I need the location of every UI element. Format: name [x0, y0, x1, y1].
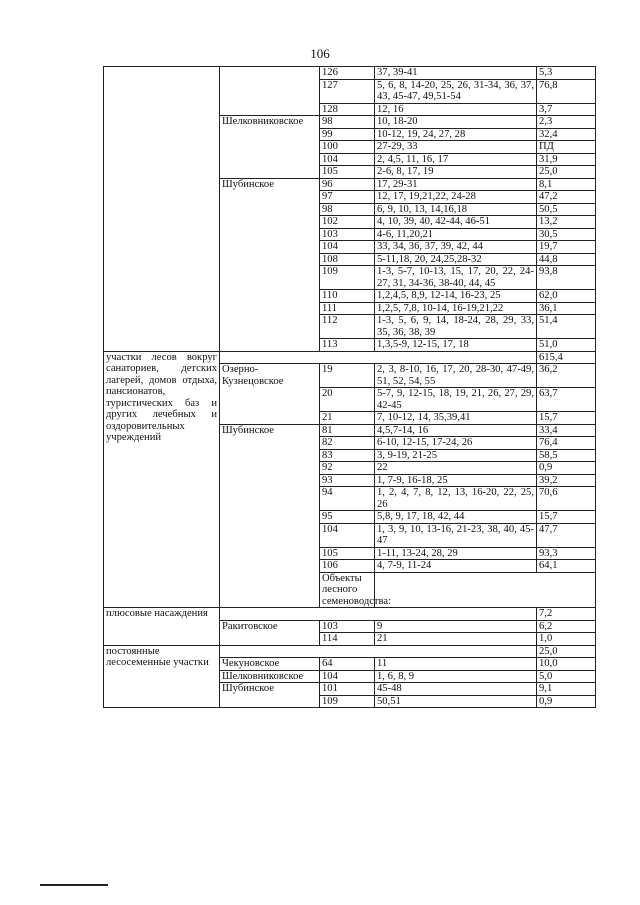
quarter-cell: 97	[320, 191, 375, 204]
area-cell: 25,0	[537, 166, 596, 179]
area-cell: ПД	[537, 141, 596, 154]
area-cell: 47,2	[537, 191, 596, 204]
quarter-cell: 105	[320, 547, 375, 560]
plots-cell: 7, 10-12, 14, 35,39,41	[375, 412, 537, 425]
area-cell: 19,7	[537, 241, 596, 254]
area-cell: 64,1	[537, 560, 596, 573]
quarter-cell: 93	[320, 474, 375, 487]
plots-cell: 17, 29-31	[375, 178, 537, 191]
area-cell: 30,5	[537, 228, 596, 241]
quarter-cell: 101	[320, 683, 375, 696]
quarter-cell: 82	[320, 437, 375, 450]
area-cell: 36,1	[537, 302, 596, 315]
table-row	[104, 67, 596, 80]
category-cell: постоянные лесосеменные участки	[104, 645, 220, 708]
quarter-cell: 104	[320, 153, 375, 166]
plots-cell: 1, 6, 8, 9	[375, 670, 537, 683]
quarter-cell: 21	[320, 412, 375, 425]
quarter-cell: 102	[320, 216, 375, 229]
area-cell: 39,2	[537, 474, 596, 487]
plots-cell: 5-11,18, 20, 24,25,28-32	[375, 253, 537, 266]
area-cell: 5,0	[537, 670, 596, 683]
quarter-cell: 108	[320, 253, 375, 266]
area-cell: 51,0	[537, 339, 596, 352]
area-cell: 76,4	[537, 437, 596, 450]
area-cell: 615,4	[537, 351, 596, 364]
area-cell: 0,9	[537, 462, 596, 475]
span-cell	[375, 572, 596, 608]
quarter-cell: 99	[320, 128, 375, 141]
plots-cell: 1, 7-9, 16-18, 25	[375, 474, 537, 487]
quarter-cell: 114	[320, 633, 375, 646]
forestry-cell: Шелковниковское	[220, 116, 320, 179]
area-cell: 44,8	[537, 253, 596, 266]
plots-cell: 45-48	[375, 683, 537, 696]
plots-cell: 2-6, 8, 17, 19	[375, 166, 537, 179]
quarter-cell: 113	[320, 339, 375, 352]
plots-cell: 1-3, 5, 6, 9, 14, 18-24, 28, 29, 33, 35, 36, 38, 39	[375, 315, 537, 339]
plots-cell: 4-6, 11,20,21	[375, 228, 537, 241]
area-cell: 2,3	[537, 116, 596, 129]
quarter-cell: 104	[320, 241, 375, 254]
quarter-cell: 104	[320, 670, 375, 683]
quarter-cell: 19	[320, 364, 375, 388]
forestry-cell: Шубинское	[220, 683, 320, 708]
plots-cell: 33, 34, 36, 37, 39, 42, 44	[375, 241, 537, 254]
plots-cell: 10, 18-20	[375, 116, 537, 129]
category-cell: Объекты лесного семеноводства:	[320, 572, 375, 608]
area-cell: 50,5	[537, 203, 596, 216]
area-cell: 15,7	[537, 511, 596, 524]
quarter-cell: 103	[320, 620, 375, 633]
plots-cell: 4,5,7-14, 16	[375, 424, 537, 437]
plots-cell: 5-7, 9, 12-15, 18, 19, 21, 26, 27, 29, 42-45	[375, 388, 537, 412]
plots-cell: 6-10, 12-15, 17-24, 26	[375, 437, 537, 450]
area-cell: 15,7	[537, 412, 596, 425]
area-cell: 9,1	[537, 683, 596, 696]
area-cell: 6,2	[537, 620, 596, 633]
category-cell: плюсовые насаждения	[104, 608, 220, 646]
span-cell	[220, 608, 537, 621]
area-cell: 31,9	[537, 153, 596, 166]
plots-cell: 27-29, 33	[375, 141, 537, 154]
quarter-cell: 126	[320, 67, 375, 80]
area-cell: 33,4	[537, 424, 596, 437]
area-cell: 13,2	[537, 216, 596, 229]
plots-cell: 1, 2, 4, 7, 8, 12, 13, 16-20, 22, 25, 26	[375, 487, 537, 511]
quarter-cell: 95	[320, 511, 375, 524]
quarter-cell: 98	[320, 116, 375, 129]
quarter-cell: 104	[320, 523, 375, 547]
area-cell: 3,7	[537, 103, 596, 116]
category-cell	[104, 67, 220, 352]
area-cell: 36,2	[537, 364, 596, 388]
forestry-cell: Шубинское	[220, 178, 320, 351]
quarter-cell: 81	[320, 424, 375, 437]
quarter-cell: 105	[320, 166, 375, 179]
area-cell: 5,3	[537, 67, 596, 80]
area-cell: 0,9	[537, 695, 596, 708]
quarter-cell: 94	[320, 487, 375, 511]
plots-cell: 10-12, 19, 24, 27, 28	[375, 128, 537, 141]
plots-cell: 1,3,5-9, 12-15, 17, 18	[375, 339, 537, 352]
plots-cell: 37, 39-41	[375, 67, 537, 80]
forestry-cell: Чекуновское	[220, 658, 320, 671]
area-cell: 7,2	[537, 608, 596, 621]
area-cell: 25,0	[537, 645, 596, 658]
quarter-cell: 110	[320, 290, 375, 303]
table-row	[104, 645, 596, 658]
area-cell: 63,7	[537, 388, 596, 412]
area-cell: 93,3	[537, 547, 596, 560]
plots-cell: 50,51	[375, 695, 537, 708]
forest-areas-table	[103, 66, 596, 708]
plots-cell: 12, 16	[375, 103, 537, 116]
plots-cell: 21	[375, 633, 537, 646]
plots-cell: 5,8, 9, 17, 18, 42, 44	[375, 511, 537, 524]
forestry-cell	[220, 67, 320, 116]
area-cell: 47,7	[537, 523, 596, 547]
quarter-cell: 64	[320, 658, 375, 671]
area-cell: 70,6	[537, 487, 596, 511]
plots-cell: 1-11, 13-24, 28, 29	[375, 547, 537, 560]
plots-cell: 11	[375, 658, 537, 671]
plots-cell: 12, 17, 19,21,22, 24-28	[375, 191, 537, 204]
area-cell: 62,0	[537, 290, 596, 303]
forestry-cell: Ракитовское	[220, 620, 320, 645]
quarter-cell: 111	[320, 302, 375, 315]
plots-cell: 4, 7-9, 11-24	[375, 560, 537, 573]
span-cell	[220, 645, 537, 658]
quarter-cell: 106	[320, 560, 375, 573]
area-cell: 1,0	[537, 633, 596, 646]
quarter-cell: 92	[320, 462, 375, 475]
category-cell: участки лесов вокруг санаториев, детских лагерей, домов отдыха, пансионатов, туристических баз и других лечебных и оздоровительных учреждений	[104, 351, 220, 608]
plots-cell: 6, 9, 10, 13, 14,16,18	[375, 203, 537, 216]
area-cell: 8,1	[537, 178, 596, 191]
plots-cell: 9	[375, 620, 537, 633]
plots-cell: 1-3, 5-7, 10-13, 15, 17, 20, 22, 24-27, 31, 34-36, 38-40, 44, 45	[375, 266, 537, 290]
area-cell: 51,4	[537, 315, 596, 339]
plots-cell: 2, 3, 8-10, 16, 17, 20, 28-30, 47-49, 51, 52, 54, 55	[375, 364, 537, 388]
area-cell: 76,8	[537, 79, 596, 103]
table-row	[104, 351, 596, 364]
plots-cell: 5, 6, 8, 14-20, 25, 26, 31-34, 36, 37, 43, 45-47, 49,51-54	[375, 79, 537, 103]
plots-cell: 2, 4,5, 11, 16, 17	[375, 153, 537, 166]
span-cell	[220, 351, 537, 364]
plots-cell: 4, 10, 39, 40, 42-44, 46-51	[375, 216, 537, 229]
quarter-cell: 112	[320, 315, 375, 339]
quarter-cell: 109	[320, 695, 375, 708]
plots-cell: 3, 9-19, 21-25	[375, 449, 537, 462]
table-row	[104, 608, 596, 621]
quarter-cell: 109	[320, 266, 375, 290]
quarter-cell: 100	[320, 141, 375, 154]
footnote-divider	[40, 884, 108, 886]
forestry-cell: Шелковниковское	[220, 670, 320, 683]
quarter-cell: 20	[320, 388, 375, 412]
plots-cell: 22	[375, 462, 537, 475]
page-number: 106	[310, 46, 330, 61]
plots-cell: 1,2,5, 7,8, 10-14, 16-19,21,22	[375, 302, 537, 315]
quarter-cell: 128	[320, 103, 375, 116]
plots-cell: 1,2,4,5, 8,9, 12-14, 16-23, 25	[375, 290, 537, 303]
area-cell: 32,4	[537, 128, 596, 141]
forestry-cell: Шубинское	[220, 424, 320, 608]
area-cell: 93,8	[537, 266, 596, 290]
quarter-cell: 96	[320, 178, 375, 191]
plots-cell: 1, 3, 9, 10, 13-16, 21-23, 38, 40, 45-47	[375, 523, 537, 547]
forestry-cell: Озерно-Кузнецовское	[220, 364, 320, 425]
quarter-cell: 127	[320, 79, 375, 103]
area-cell: 10,0	[537, 658, 596, 671]
quarter-cell: 83	[320, 449, 375, 462]
quarter-cell: 98	[320, 203, 375, 216]
area-cell: 58,5	[537, 449, 596, 462]
quarter-cell: 103	[320, 228, 375, 241]
